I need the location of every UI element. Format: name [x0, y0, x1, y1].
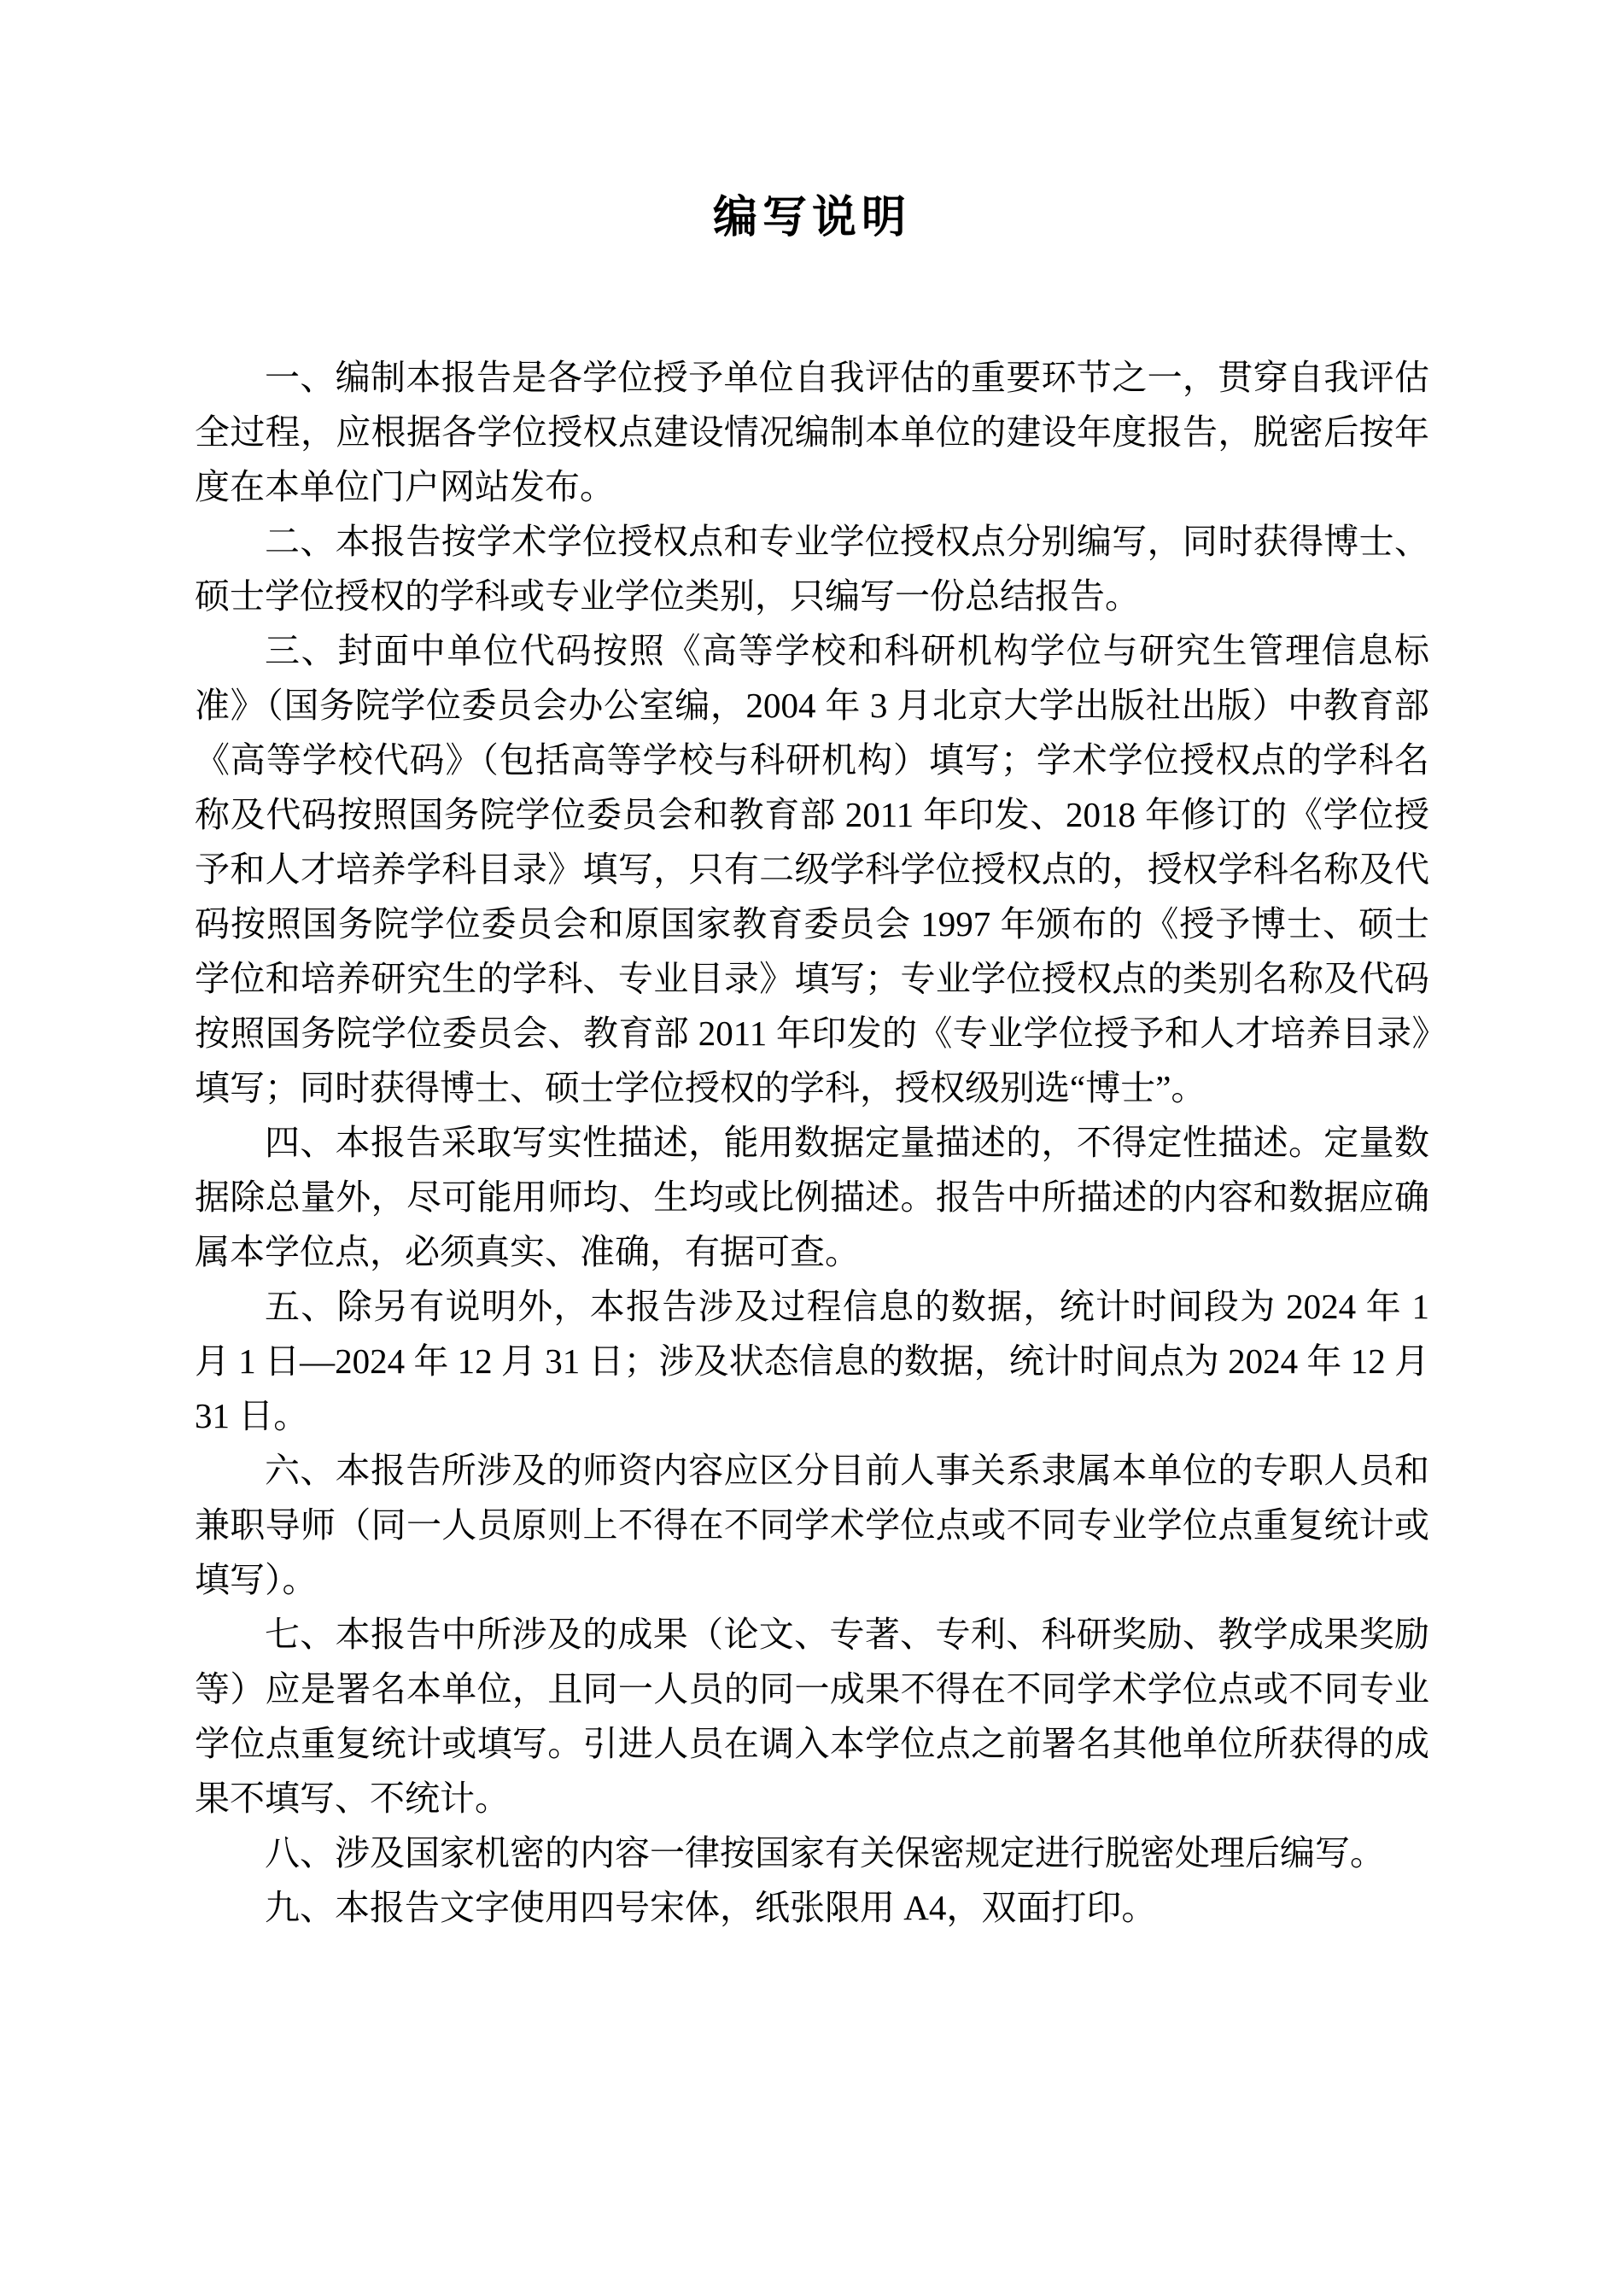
paragraph-8: 八、涉及国家机密的内容一律按国家有关保密规定进行脱密处理后编写。 [265, 1833, 1385, 1872]
paragraph-6: 六、本报告所涉及的师资内容应区分目前人事关系隶属本单位的专职人员和兼职导师（同一人员原则上不得在不同学术学位点或不同专业学位点重复统计或填写）。 [195, 1451, 1429, 1599]
paragraph-3: 三、封面中单位代码按照《高等学校和科研机构学位与研究生管理信息标准》（国务院学位委员会办公室编，2004 年 3 月北京大学出版社出版）中教育部《高等学校代码》（包括高等学校与科研机构）填写；学术学位授权点的学科名称及代码按照国务院学位委员会和教育部 2011 年印发、2018 年修订的《学位授予和人才培养学科目录》填写，只有二级学科学位授权点的，授权学科名称及代码按照国务院学位委员会和原国家教育委员会 1997 年颁布的《授予博士、硕士学位和培养研究生的学科、专业目录》填写；专业学位授权点的类别名称及代码按照国务院学位委员会、教育部 2011 年印发的《专业学位授予和人才培养目录》填写；同时获得博士、硕士学位授权的学科，授权级别选“博士”。 [195, 631, 1429, 1107]
paragraph-5: 五、除另有说明外，本报告涉及过程信息的数据，统计时间段为 2024 年 1 月 1 日—2024 年 12 月 31 日；涉及状态信息的数据，统计时间点为 2024 年 12 月 31 日。 [195, 1287, 1429, 1435]
paragraph-1: 一、编制本报告是各学位授予单位自我评估的重要环节之一，贯穿自我评估全过程，应根据各学位授权点建设情况编制本单位的建设年度报告，脱密后按年度在本单位门户网站发布。 [195, 358, 1429, 506]
paragraph-4: 四、本报告采取写实性描述，能用数据定量描述的，不得定性描述。定量数据除总量外，尽可能用师均、生均或比例描述。报告中所描述的内容和数据应确属本学位点，必须真实、准确，有据可查。 [195, 1123, 1429, 1271]
paragraph-9: 九、本报告文字使用四号宋体，纸张限用 A4，双面打印。 [265, 1888, 1157, 1927]
paragraph-2: 二、本报告按学术学位授权点和专业学位授权点分别编写，同时获得博士、硕士学位授权的学科或专业学位类别，只编写一份总结报告。 [195, 522, 1429, 616]
paragraph-7: 七、本报告中所涉及的成果（论文、专著、专利、科研奖励、教学成果奖励等）应是署名本单位，且同一人员的同一成果不得在不同学术学位点或不同专业学位点重复统计或填写。引进人员在调入本学位点之前署名其他单位所获得的成果不填写、不统计。 [195, 1615, 1429, 1818]
page-title: 编写说明 [712, 194, 911, 242]
instructions-body [195, 350, 1429, 1935]
